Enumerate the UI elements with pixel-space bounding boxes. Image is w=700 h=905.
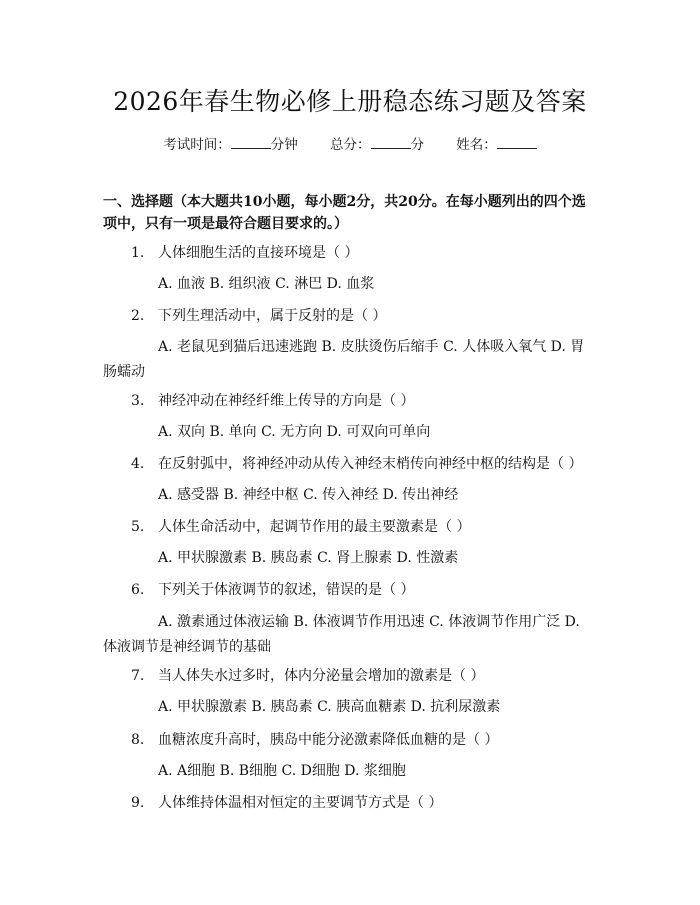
- question-5: [131, 516, 470, 538]
- question-8: [131, 729, 498, 751]
- question-number: 8.: [131, 732, 145, 748]
- exam-time-blank: [231, 135, 271, 149]
- question-number: 2.: [131, 308, 145, 324]
- student-name-blank: [497, 135, 537, 149]
- question-stem: 神经冲动在神经纤维上传导的方向是（ ）: [158, 393, 415, 409]
- document-title: 2026年春生物必修上册稳态练习题及答案: [113, 87, 587, 116]
- question-stem: 在反射弧中，将神经冲动从传入神经末梢传向神经中枢的结构是（ ）: [158, 456, 583, 472]
- question-8-options: A. A细胞 B. B细胞 C. D细胞 D. 浆细胞: [158, 763, 406, 779]
- question-number: 7.: [131, 668, 145, 684]
- question-stem: 人体生命活动中，起调节作用的最主要激素是（ ）: [158, 519, 471, 535]
- question-2-options: A. 老鼠见到猫后迅速逃跑 B. 皮肤烫伤后缩手 C. 人体吸入氧气 D. 胃肠蠕动: [103, 339, 585, 380]
- question-7-options: A. 甲状腺激素 B. 胰岛素 C. 胰高血糖素 D. 抗利尿激素: [158, 699, 501, 715]
- total-score-unit: 分: [410, 137, 424, 153]
- question-number: 5.: [131, 519, 145, 535]
- question-7: [131, 665, 484, 687]
- total-score-field: [330, 137, 428, 153]
- question-stem: 下列关于体液调节的叙述，错误的是（ ）: [158, 582, 415, 598]
- question-4-options: A. 感受器 B. 神经中枢 C. 传入神经 D. 传出神经: [158, 487, 459, 503]
- question-6: [131, 579, 414, 601]
- question-4: [131, 453, 582, 475]
- question-3-options: A. 双向 B. 单向 C. 无方向 D. 可双向可单向: [158, 424, 431, 440]
- exam-time-unit: 分钟: [270, 137, 298, 153]
- question-6-options: A. 激素通过体液运输 B. 体液调节作用迅速 C. 体液调节作用广泛 D. 体液调节是神经调节的基础: [103, 614, 580, 655]
- student-name-label: 姓名：: [456, 137, 497, 153]
- total-score-blank: [371, 135, 411, 149]
- question-1: [131, 242, 358, 264]
- question-number: 6.: [131, 582, 145, 598]
- question-9: [131, 792, 442, 814]
- section-heading: 一、选择题（本大题共10小题，每小题2分，共20分。在每小题列出的四个选项中，只有一项是最符合题目要求的。）: [103, 194, 586, 232]
- total-score-label: 总分：: [330, 137, 371, 153]
- exam-info-line: [0, 133, 700, 153]
- question-1-options: A. 血液 B. 组织液 C. 淋巴 D. 血浆: [158, 276, 375, 292]
- question-3: [131, 390, 414, 412]
- question-stem: 人体细胞生活的直接环境是（ ）: [158, 245, 359, 261]
- question-stem: 血糖浓度升高时，胰岛中能分泌激素降低血糖的是（ ）: [158, 732, 499, 748]
- student-name-field: [456, 137, 537, 153]
- question-stem: 下列生理活动中，属于反射的是（ ）: [158, 308, 387, 324]
- question-number: 1.: [131, 245, 145, 261]
- question-5-options: A. 甲状腺激素 B. 胰岛素 C. 肾上腺素 D. 性激素: [158, 550, 459, 566]
- question-number: 4.: [131, 456, 145, 472]
- exam-time-field: [163, 137, 302, 153]
- exam-time-label: 考试时间：: [163, 137, 231, 153]
- question-2: [131, 305, 386, 327]
- question-stem: 人体维持体温相对恒定的主要调节方式是（ ）: [158, 795, 443, 811]
- question-stem: 当人体失水过多时，体内分泌量会增加的激素是（ ）: [158, 668, 485, 684]
- question-number: 9.: [131, 795, 145, 811]
- question-number: 3.: [131, 393, 145, 409]
